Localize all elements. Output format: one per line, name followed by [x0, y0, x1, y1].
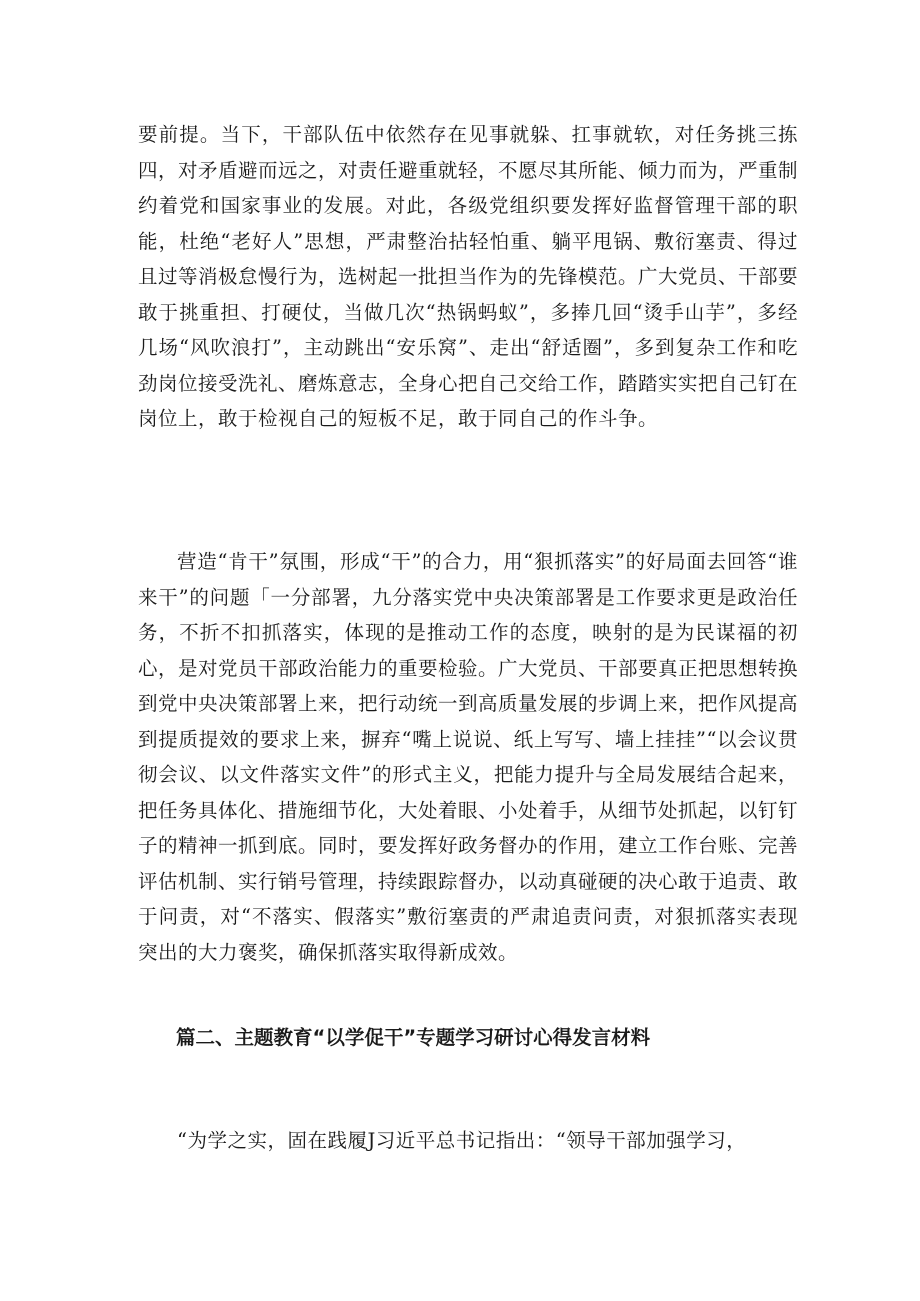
body-paragraph-3: “为学之实，固在践履J习近平总书记指出：“领导干部加强学习，: [177, 1129, 747, 1152]
body-paragraph-1: 要前提。当下，干部队伍中依然存在见事就躲、扛事就软，对任务挑三拣四，对矛盾避而远之，对责任避重就轻，不愿尽其所能、倾力而为，严重制约着党和国家事业的发展。对此，各级党组织要发挥好监督管理干部的职能，杜绝“老好人”思想，严肃整治拈轻怕重、躺平甩锅、敷衍塞责、得过且过等消极怠慢行为，选树起一批担当作为的先锋模范。广大党员、干部要敢于挑重担、打硬仗，当做几次“热锅蚂蚁”，多捧几回“烫手山芋”，多经几场“风吹浪打”，主动跳出“安乐窝”、走出“舒适圈”，多到复杂工作和吃劲岗位接受洗礼、磨炼意志，全身心把自己交给工作，踏踏实实把自己钉在岗位上，敢于检视自己的短板不足，敢于同自己的作斗争。: [138, 123, 799, 430]
section-heading: 篇二、主题教育“以学促干”专题学习研讨心得发言材料: [176, 1026, 651, 1049]
body-paragraph-2: 营造“肯干”氛围，形成“干”的合力，用“狠抓落实”的好局面去回答“谁来干”的问题「一分部署，九分落实党中央决策部署是工作要求更是政治任务，不折不扣抓落实，体现的是推动工作的态度，映射的是为民谋福的初心，是对党员干部政治能力的重要检验。广大党员、干部要真正把思想转换到党中央决策部署上来，把行动统一到高质量发展的步调上来，把作风提高到提质提效的要求上来，摒弃“嘴上说说、纸上写写、墙上挂挂”“以会议贯彻会议、以文件落实文件”的形式主义，把能力提升与全局发展结合起来，把任务具体化、措施细节化，大处着眼、小处着手，从细节处抓起，以钉钉子的精神一抓到底。同时，要发挥好政务督办的作用，建立工作台账、完善评估机制、实行销号管理，持续跟踪督办，以动真碰硬的决心敢于追责、敢于问责，对“不落实、假落实”敷衍塞责的严肃追责问责，对狠抓落实表现突出的大力褒奖，确保抓落实取得新成效。: [138, 550, 799, 964]
